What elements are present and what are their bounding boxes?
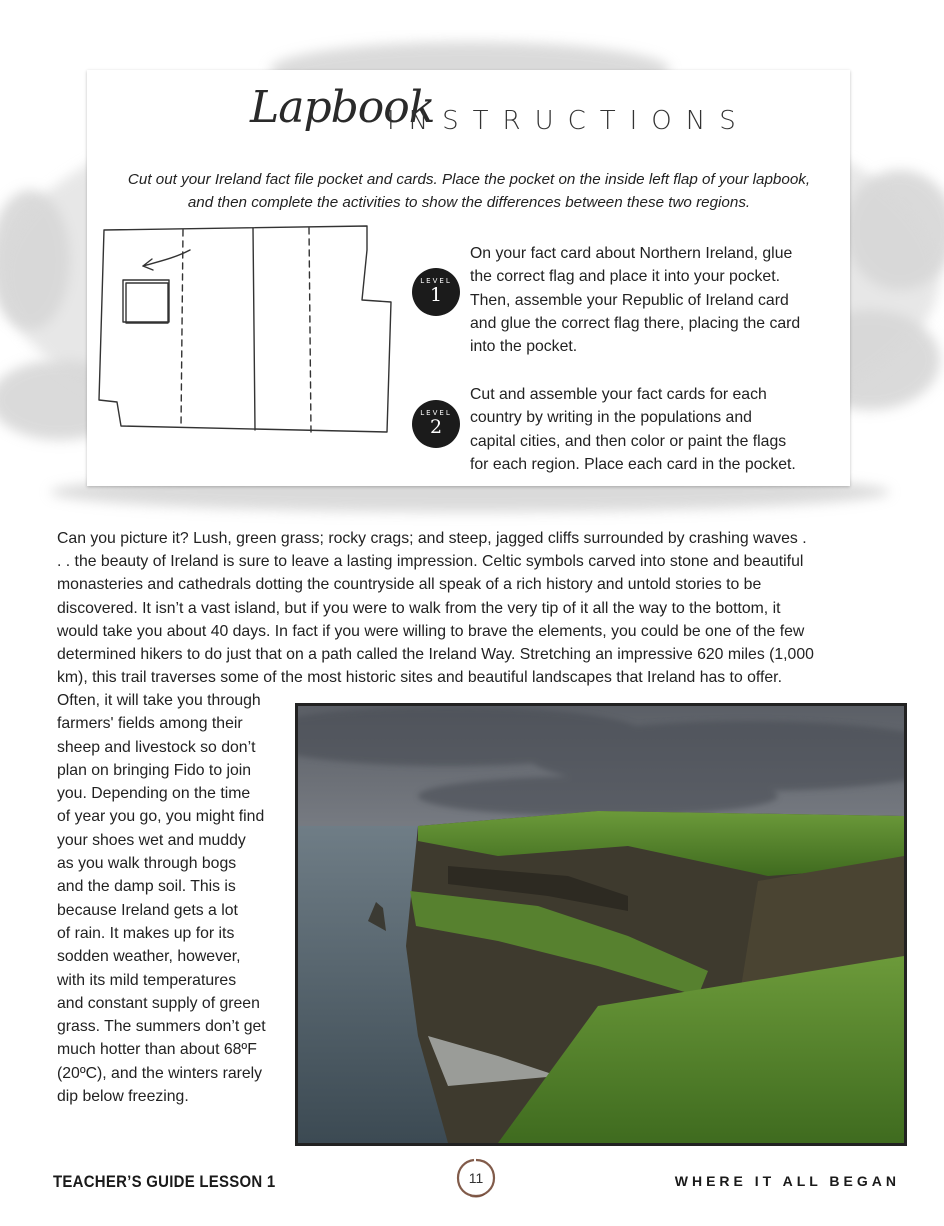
level-line: for each region. Place each card in the pocket. xyxy=(470,455,796,473)
body-line: monasteries and cathedrals dotting the countryside all speak of a rich history and untold stories to be xyxy=(57,576,762,594)
lapbook-diagram xyxy=(95,222,395,437)
side-line: (20ºC), and the winters rarely xyxy=(57,1064,263,1082)
level-badge-label: LEVEL xyxy=(420,277,452,285)
page-number: 11 xyxy=(468,1170,484,1186)
body-line: . . the beauty of Ireland is sure to leave a lasting impression. Celtic symbols carved into stone and beautiful xyxy=(57,553,804,571)
instructions-intro xyxy=(104,168,834,214)
side-line: with its mild temperatures xyxy=(57,971,237,989)
body-line: Can you picture it? Lush, green grass; rocky crags; and steep, jagged cliffs surrounded by crashing waves . xyxy=(57,530,807,547)
body-paragraph xyxy=(57,527,877,689)
footer-chapter-title: WHERE IT ALL BEGAN xyxy=(674,1173,900,1189)
side-line: grass. The summers don’t get xyxy=(57,1018,266,1036)
level-line: capital cities, and then color or paint the flags xyxy=(470,432,787,450)
level-2-badge xyxy=(412,400,460,448)
side-line: sodden weather, however, xyxy=(57,948,241,966)
level-1-instructions xyxy=(470,242,835,358)
level-line: On your fact card about Northern Ireland, glue xyxy=(470,245,793,262)
side-line: of rain. It makes up for its xyxy=(57,924,235,942)
level-1-badge xyxy=(412,268,460,316)
level-line: Then, assemble your Republic of Ireland card xyxy=(470,291,789,309)
side-line: your shoes wet and muddy xyxy=(57,831,246,849)
side-line: because Ireland gets a lot xyxy=(57,901,238,919)
intro-line: Cut out your Ireland fact file pocket and cards. Place the pocket on the inside left flap of your lapbook, xyxy=(127,171,811,188)
side-line: Often, it will take you through xyxy=(57,692,261,709)
side-line: dip below freezing. xyxy=(57,1088,189,1106)
level-line: Cut and assemble your fact cards for each xyxy=(470,386,767,403)
side-line: farmers' fields among their xyxy=(57,715,243,733)
level-line: country by writing in the populations and xyxy=(470,409,752,427)
side-line: plan on bringing Fido to join xyxy=(57,761,252,779)
heading-script-word: Lapbook xyxy=(250,82,435,133)
heading-caps-word: INSTRUCTIONS xyxy=(387,106,750,136)
side-line: sheep and livestock so don’t xyxy=(57,738,256,756)
side-line: you. Depending on the time xyxy=(57,785,251,803)
side-paragraph xyxy=(57,689,292,1108)
body-line: km), this trail traverses some of the most historic sites and beautiful landscapes that Ireland has to offer. xyxy=(57,669,782,687)
level-badge-number: 1 xyxy=(429,284,443,306)
body-line: would take you about 40 days. In fact if you were willing to brave the elements, you could be one of the few xyxy=(57,622,805,640)
level-line: and glue the correct flag there, placing the card xyxy=(470,314,801,332)
level-badge-label: LEVEL xyxy=(420,409,452,417)
level-line: into the pocket. xyxy=(470,338,578,356)
level-line: the correct flag and place it into your pocket. xyxy=(470,268,780,286)
side-line: and the damp soil. This is xyxy=(57,878,236,896)
side-line: and constant supply of green xyxy=(57,994,260,1012)
side-line: much hotter than about 68ºF xyxy=(57,1041,257,1059)
page-number-ring xyxy=(455,1157,497,1199)
footer-guide-label xyxy=(53,1172,275,1192)
level-badge-number: 2 xyxy=(429,416,443,438)
footer-guide-prefix: TEACHER’S GUIDE xyxy=(53,1172,200,1191)
side-line: as you walk through bogs xyxy=(57,855,237,873)
side-line: of year you go, you might find xyxy=(57,808,265,826)
body-line: discovered. It isn’t a vast island, but if you were to walk from the very tip of it all the way to the bottom, it xyxy=(57,599,781,617)
body-line: determined hikers to do just that on a path called the Ireland Way. Stretching an impressive 620 miles (1,000 xyxy=(57,646,814,664)
level-2-instructions xyxy=(470,383,835,476)
cliffs-photo xyxy=(295,703,907,1146)
intro-line: and then complete the activities to show the differences between these two regions. xyxy=(187,194,751,211)
cliffs-illustration xyxy=(298,706,904,1143)
footer-lesson: LESSON 1 xyxy=(199,1172,276,1191)
